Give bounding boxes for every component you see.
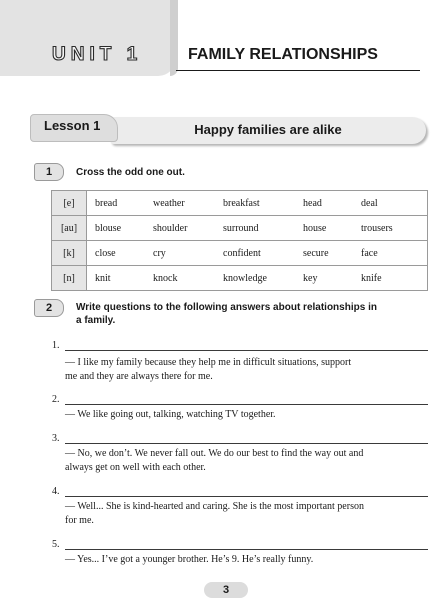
word-cell[interactable]: shoulder bbox=[145, 216, 215, 241]
word-cell[interactable]: knife bbox=[353, 266, 428, 291]
unit-label: UNIT 1 bbox=[52, 44, 143, 65]
word-cell[interactable]: key bbox=[295, 266, 353, 291]
question-number: 2. bbox=[52, 394, 60, 405]
table-row bbox=[52, 191, 428, 216]
question-number: 5. bbox=[52, 539, 60, 550]
table-row bbox=[52, 266, 428, 291]
given-answer-line-2: always get on well with each other. bbox=[65, 462, 206, 473]
answer-line[interactable] bbox=[65, 350, 428, 351]
answer-line[interactable] bbox=[65, 443, 428, 444]
word-cell[interactable]: house bbox=[295, 216, 353, 241]
exercise-1-badge: 1 bbox=[34, 163, 64, 181]
table-row bbox=[52, 241, 428, 266]
sound-cell: [n] bbox=[52, 266, 87, 291]
given-answer-line-2: for me. bbox=[65, 515, 94, 526]
word-cell[interactable]: deal bbox=[353, 191, 428, 216]
header-rule bbox=[176, 70, 420, 71]
table-row bbox=[52, 216, 428, 241]
sound-cell: [k] bbox=[52, 241, 87, 266]
given-answer-line-2: me and they are always there for me. bbox=[65, 371, 213, 382]
unit-header-tab-edge bbox=[170, 0, 178, 76]
word-cell[interactable]: blouse bbox=[87, 216, 146, 241]
word-cell[interactable]: cry bbox=[145, 241, 215, 266]
answer-line[interactable] bbox=[65, 404, 428, 405]
page-number: 3 bbox=[204, 582, 248, 598]
given-answer-line-1: — We like going out, talking, watching TV together. bbox=[65, 409, 276, 420]
question-number: 4. bbox=[52, 486, 60, 497]
word-cell[interactable]: face bbox=[353, 241, 428, 266]
word-cell[interactable]: trousers bbox=[353, 216, 428, 241]
given-answer-line-1: — I like my family because they help me in difficult situations, support bbox=[65, 357, 352, 368]
word-cell[interactable]: knit bbox=[87, 266, 146, 291]
given-answer-line-1: — No, we don’t. We never fall out. We do our best to find the way out and bbox=[65, 448, 364, 459]
exercise-1-instruction: Cross the odd one out. bbox=[76, 167, 185, 178]
exercise-2-instruction-line-2: a family. bbox=[76, 315, 116, 326]
word-cell[interactable]: confident bbox=[215, 241, 295, 266]
odd-one-out-table bbox=[51, 190, 428, 291]
word-cell[interactable]: surround bbox=[215, 216, 295, 241]
question-number: 1. bbox=[52, 340, 60, 351]
word-cell[interactable]: head bbox=[295, 191, 353, 216]
question-number: 3. bbox=[52, 433, 60, 444]
given-answer-line-1: — Yes... I’ve got a younger brother. He’s 9. He’s really funny. bbox=[65, 554, 314, 565]
sound-cell: [au] bbox=[52, 216, 87, 241]
lesson-label: Lesson 1 bbox=[44, 118, 101, 133]
exercise-2-badge: 2 bbox=[34, 299, 64, 317]
answer-line[interactable] bbox=[65, 496, 428, 497]
word-cell[interactable]: knowledge bbox=[215, 266, 295, 291]
sound-cell: [e] bbox=[52, 191, 87, 216]
unit-title: FAMILY RELATIONSHIPS bbox=[188, 46, 378, 63]
word-cell[interactable]: weather bbox=[145, 191, 215, 216]
word-cell[interactable]: bread bbox=[87, 191, 146, 216]
word-cell[interactable]: breakfast bbox=[215, 191, 295, 216]
word-cell[interactable]: close bbox=[87, 241, 146, 266]
given-answer-line-1: — Well... She is kind-hearted and caring. She is the most important person bbox=[65, 501, 364, 512]
exercise-2-instruction-line-1: Write questions to the following answers about relationships in bbox=[76, 302, 377, 313]
lesson-title: Happy families are alike bbox=[194, 122, 342, 137]
word-cell[interactable]: secure bbox=[295, 241, 353, 266]
word-cell[interactable]: knock bbox=[145, 266, 215, 291]
answer-line[interactable] bbox=[65, 549, 428, 550]
